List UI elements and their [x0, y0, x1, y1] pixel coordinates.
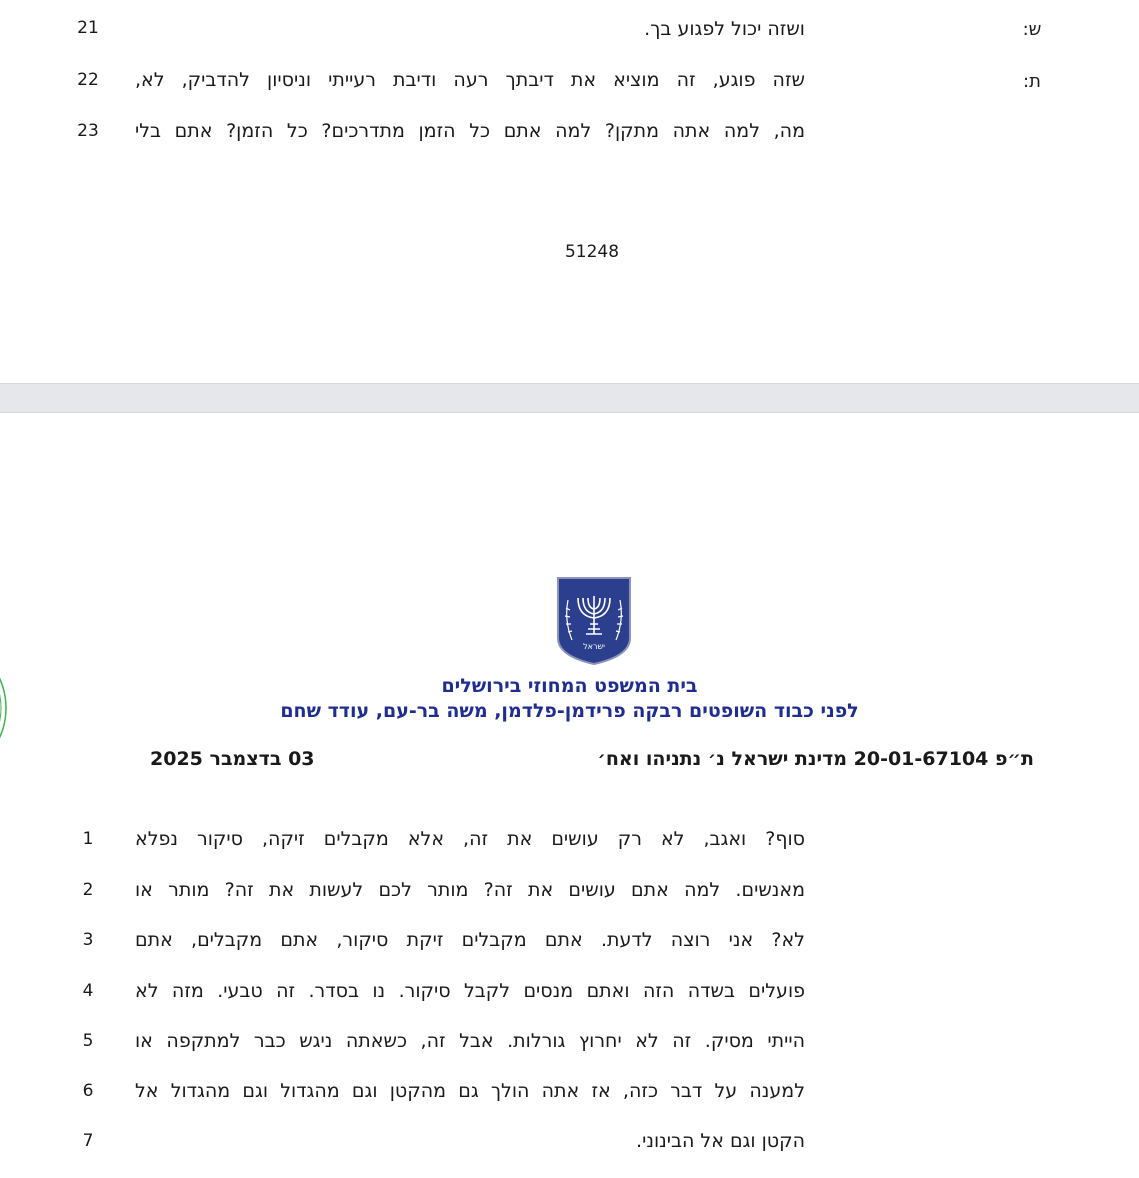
transcript-line: הייתי מסיק. זה לא יחרוץ גורלות. אבל זה, כשאתה ניגש כבר למתקפה או — [135, 1030, 805, 1052]
transcript-line: סוף? ואגב, לא רק עושים את זה, אלא מקבלים זיקה, סיקור נפלא — [135, 828, 805, 850]
transcript-line: מאנשים. למה אתם עושים את זה? מותר לכם לעשות את זה? מותר או — [135, 879, 805, 901]
page-number: 51248 — [564, 242, 620, 262]
line-number: 3 — [82, 930, 94, 950]
state-emblem-icon — [556, 576, 632, 666]
transcript-line: ושזה יכול לפגוע בך. — [644, 18, 805, 40]
speaker-label: ת: — [1023, 71, 1041, 92]
transcript-line: לא? אני רוצה לדעת. אתם מקבלים זיקת סיקור, אתם מקבלים, אתם — [135, 929, 805, 951]
line-number: 1 — [82, 829, 94, 849]
line-number: 22 — [77, 70, 99, 90]
line-number: 5 — [82, 1031, 94, 1051]
svg-text:ישראל: ישראל — [583, 642, 605, 651]
speaker-label: ש: — [1022, 19, 1042, 40]
page-separator — [0, 383, 1139, 413]
transcript-line: מה, למה אתה מתקן? למה אתם כל הזמן מתדרכים? כל הזמן? אתם בלי — [135, 120, 805, 142]
transcript-line: שזה פוגע, זה מוציא את דיבתך רעה ודיבת רעייתי וניסיון להדביק, לא, — [135, 69, 805, 91]
judges-line: לפני כבוד השופטים רבקה פרידמן-פלדמן, משה בר-עם, עודד שחם — [280, 700, 859, 722]
transcript-line: פועלים בשדה הזה ואתם מנסים לקבל סיקור. נו בסדר. זה טבעי. מזה לא — [135, 980, 805, 1002]
line-number: 21 — [77, 18, 99, 38]
case-title: ת״פ 20-01-67104 מדינת ישראל נ׳ נתניהו ואח׳ — [597, 748, 1034, 770]
court-name: בית המשפט המחוזי בירושלים — [441, 675, 698, 697]
line-number: 2 — [82, 880, 94, 900]
line-number: 6 — [82, 1081, 94, 1101]
line-number: 7 — [82, 1131, 94, 1151]
transcript-line: הקטן וגם אל הבינוני. — [636, 1130, 805, 1152]
hearing-date: 03 בדצמבר 2025 — [150, 748, 315, 770]
line-number: 23 — [77, 121, 99, 141]
transcript-line: למענה על דבר כזה, אז אתה הולך גם מהקטן וגם מהגדול וגם מהגדול אל — [135, 1080, 805, 1102]
line-number: 4 — [82, 981, 94, 1001]
